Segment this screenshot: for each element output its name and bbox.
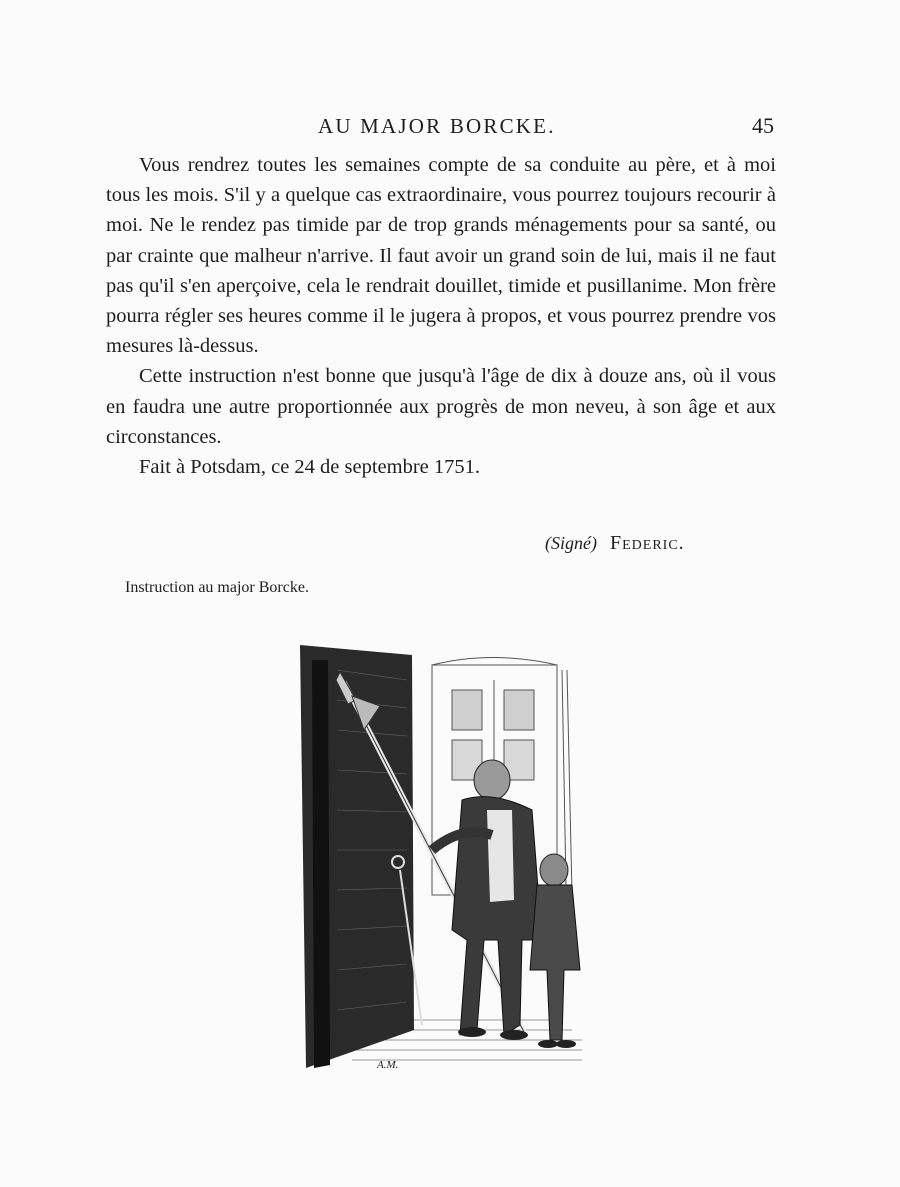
old-man-figure	[432, 760, 542, 1040]
paragraph-2: Cette instruction n'est bonne que jusqu'à l'âge de dix à douze ans, où il vous en faudra une autre proportionnée aux progrès de mon neveu, à son âge et aux circonstances.	[106, 365, 776, 448]
monogram	[376, 1059, 398, 1071]
paragraph-1: Vous rendrez toutes les semaines compte de sa conduite au père, et à moi tous les mois. S'il y a quelque cas extraordinaire, vous pourrez toujours recourir à moi. Ne le rendez pas timide par de trop grands ménagements pour sa santé, ou par crainte que malheur n'arrive. Il faut avoir un grand soin de lui, mais il ne faut pas qu'il s'en aperçoive, cela le rendrait douillet, timide et pusillanime. Mon frère pourra régler ses heures comme il le jugera à propos, et vous pourrez prendre vos mesures là-dessus.	[106, 154, 776, 358]
paragraph-3: Fait à Potsdam, ce 24 de septembre 1751.	[139, 456, 481, 479]
engraving-illustration	[292, 640, 592, 1075]
caption: Instruction au major Borcke.	[125, 579, 309, 596]
running-head	[0, 112, 900, 140]
signature	[545, 528, 685, 558]
running-title: AU MAJOR BORCKE.	[318, 114, 556, 138]
signed-label: (Signé)	[545, 533, 597, 553]
artist-monogram: A.M.	[377, 1059, 399, 1071]
signatory-name: Federic.	[609, 532, 685, 554]
page-number: 45	[752, 113, 774, 138]
body-text	[106, 150, 776, 482]
